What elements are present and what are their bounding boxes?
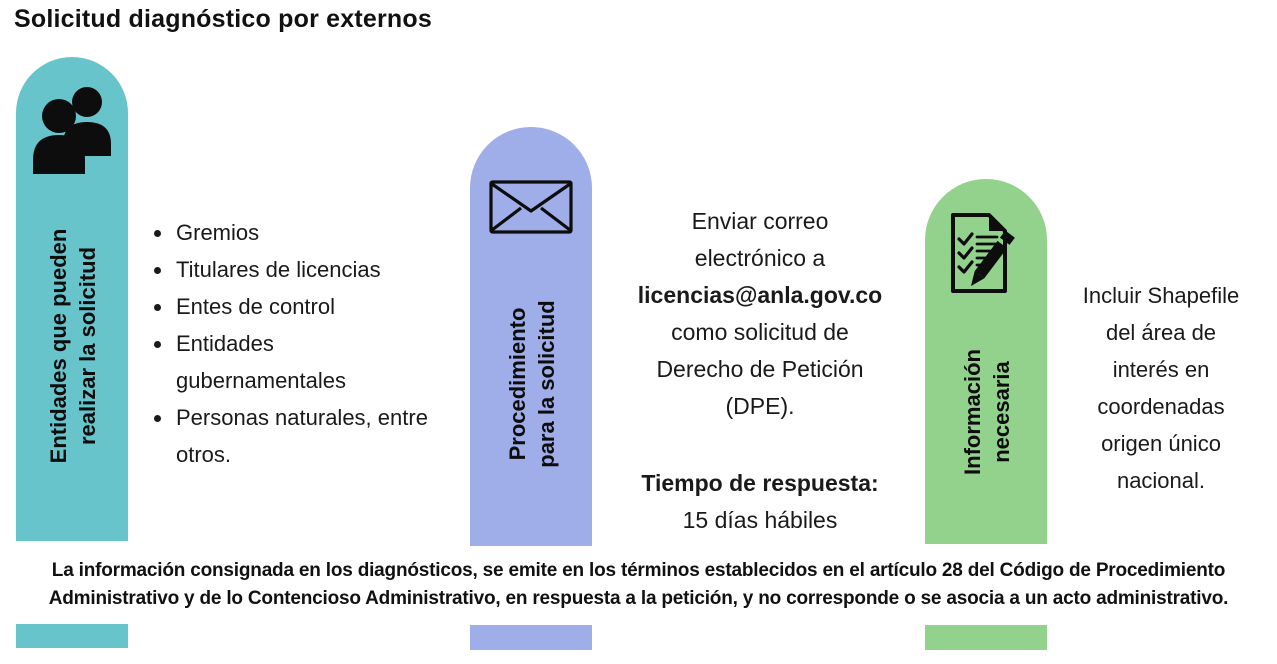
pill-continuation-informacion: [925, 625, 1047, 650]
procedure-text: [598, 203, 922, 425]
pill-label-line: necesaria: [989, 361, 1014, 463]
shapefile-note-line: del área de: [1105, 320, 1217, 345]
procedure-line: electrónico a: [694, 245, 826, 271]
response-time-block: [598, 465, 922, 539]
entity-list-item: • Personas naturales, entre otros.: [174, 399, 446, 473]
pill-label-line: realizar la solicitud: [75, 246, 100, 446]
disclaimer-text: [0, 557, 1277, 612]
pill-label-procedimiento: [503, 300, 561, 468]
shapefile-note-line: Incluir Shapefile: [1082, 283, 1240, 308]
procedure-line: licencias@anla.gov.co: [637, 282, 883, 308]
entity-list-item: • Titulares de licencias: [174, 251, 446, 288]
procedure-line: como solicitud de: [671, 319, 849, 345]
entity-list-item: • Entidades gubernamentales: [174, 325, 446, 399]
response-time-label: Tiempo de respuesta:: [641, 470, 879, 496]
pill-continuation-procedimiento: [470, 625, 592, 650]
disclaimer-line: Administrativo y de lo Contencioso Administrativo, en respuesta a la petición, y no corresponde o se asocia a un acto administrativo.: [48, 587, 1229, 609]
disclaimer-line: La información consignada en los diagnósticos, se emite en los términos establecidos en el artículo 28 del Código de Procedimiento: [51, 560, 1226, 581]
pill-label-informacion: [958, 349, 1016, 475]
pill-label-line: para la solicitud: [534, 300, 559, 468]
response-time-value: 15 días hábiles: [682, 507, 838, 533]
pill-continuation-entidades: [16, 624, 128, 648]
shapefile-note: [1046, 277, 1276, 499]
procedure-line: Derecho de Petición: [656, 356, 864, 382]
envelope-icon: [489, 180, 573, 234]
pill-label-line: Información: [960, 349, 985, 475]
entity-list: [146, 214, 446, 473]
pill-label-line: Procedimiento: [505, 307, 530, 461]
entity-list-item: • Gremios: [174, 214, 446, 251]
page-title: Solicitud diagnóstico por externos: [14, 5, 432, 33]
shapefile-note-line: origen único: [1101, 431, 1221, 456]
pill-label-entidades: [44, 229, 102, 464]
checklist-pencil-icon: [945, 210, 1023, 296]
people-icon: [30, 80, 114, 176]
entity-list-item: • Entes de control: [174, 288, 446, 325]
shapefile-note-line: coordenadas: [1097, 394, 1225, 419]
pill-label-line: Entidades que pueden: [46, 228, 71, 464]
shapefile-note-line: nacional.: [1116, 468, 1206, 493]
shapefile-note-line: interés en: [1112, 357, 1210, 382]
procedure-line: (DPE).: [725, 393, 795, 419]
procedure-line: Enviar correo: [691, 208, 829, 234]
